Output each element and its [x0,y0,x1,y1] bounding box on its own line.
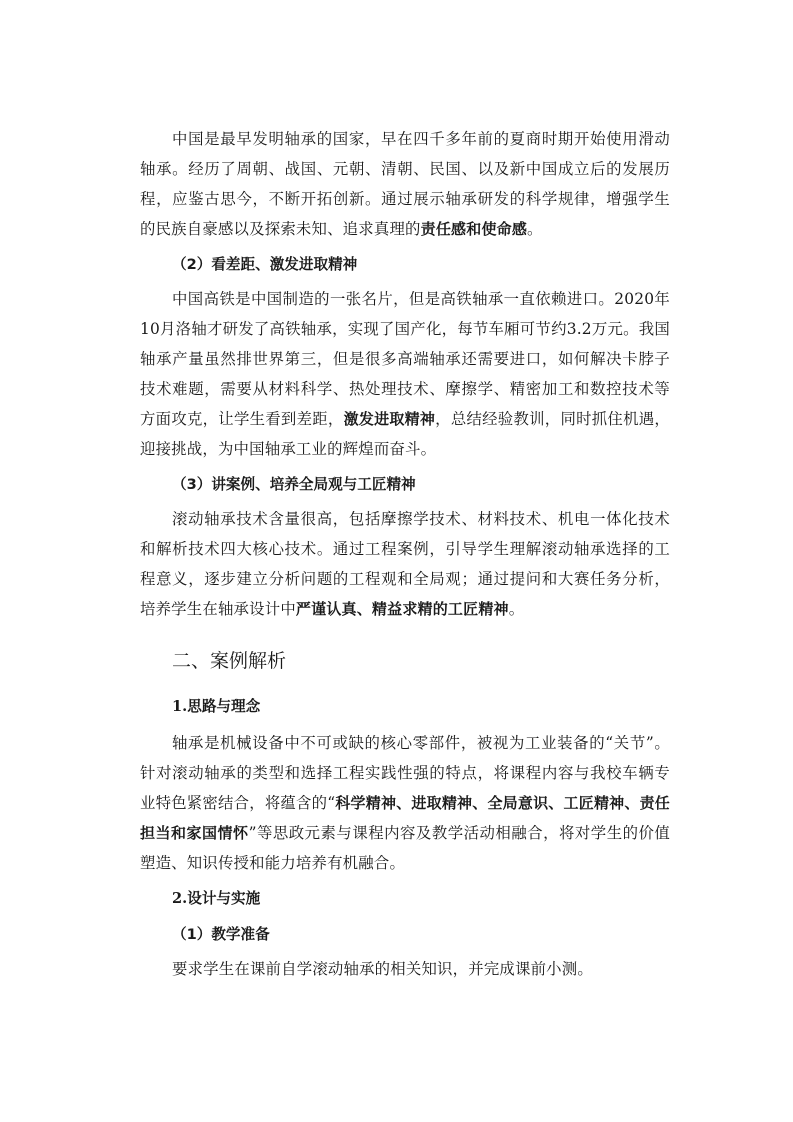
subheading-prep: （1）教学准备 [172,926,270,943]
heading-idea: 1.思路与理念 [172,698,261,715]
paragraph-case-text: 滚动轴承技术含量很高，包括摩擦学技术、材料技术、机电一体化技术和解析技术四大核心技术。通过工程案例，引导学生理解滚动轴承选择的工程意义，逐步建立分析问题的工程观和全局观；通过提问和大赛任务分析，培养学生在轴承设计中 [140,510,670,618]
paragraph-history [140,124,670,244]
section-heading-case-analysis: 二、案例解析 [172,650,287,672]
paragraph-case [140,504,670,624]
paragraph-idea-text: 轴承是机械设备中不可或缺的核心零部件，被视为工业装备的“关节”。针对滚动轴承的类型和选择工程实践性强的特点，将课程内容与我校车辆专业特色紧密结合，将蕴含的“ [140,734,670,812]
paragraph-gap-end: ，总结经验教训，同时抓住机遇，迎接挑战，为中国轴承工业的辉煌而奋斗。 [140,410,670,458]
paragraph-gap-text: 中国高铁是中国制造的一张名片，但是高铁轴承一直依赖进口。2020年10月洛轴才研发了高铁轴承，实现了国产化，每节车厢可节约3.2万元。我国轴承产量虽然排世界第三，但是很多高端轴承还需要进口，如何解决卡脖子技术难题，需要从材料科学、热处理技术、摩擦学、精密加工和数控技术等方面攻克，让学生看到差距， [140,290,670,428]
paragraph-case-end: 。 [508,600,525,618]
paragraph-history-emphasis: 责任感和使命感 [420,220,528,238]
paragraph-idea-emphasis: 科学精神、进取精神、全局意识、工匠精神、责任担当和家国情怀 [140,794,670,842]
paragraph-idea-end: ”等思政元素与课程内容及教学活动相融合，将对学生的价值塑造、知识传授和能力培养有机融合。 [140,824,670,872]
paragraph-prep: 要求学生在课前自学滚动轴承的相关知识，并完成课前小测。 [172,960,593,978]
paragraph-history-end: 。 [527,220,543,238]
subheading-gap: （2）看差距、激发进取精神 [172,256,358,273]
paragraph-case-emphasis: 严谨认真、精益求精的工匠精神 [295,600,509,618]
subheading-case: （3）讲案例、培养全局观与工匠精神 [172,476,416,493]
paragraph-gap [140,284,670,464]
paragraph-gap-emphasis: 激发进取精神 [343,410,436,428]
heading-design: 2.设计与实施 [172,890,261,907]
paragraph-idea [140,728,670,878]
document-body [140,124,670,990]
paragraph-history-text: 中国是最早发明轴承的国家，早在四千多年前的夏商时期开始使用滑动轴承。经历了周朝、战国、元朝、清朝、民国、以及新中国成立后的发展历程，应鉴古思今，不断开拓创新。通过展示轴承研发的科学规律，增强学生的民族自豪感以及探索未知、追求真理的 [140,130,670,238]
